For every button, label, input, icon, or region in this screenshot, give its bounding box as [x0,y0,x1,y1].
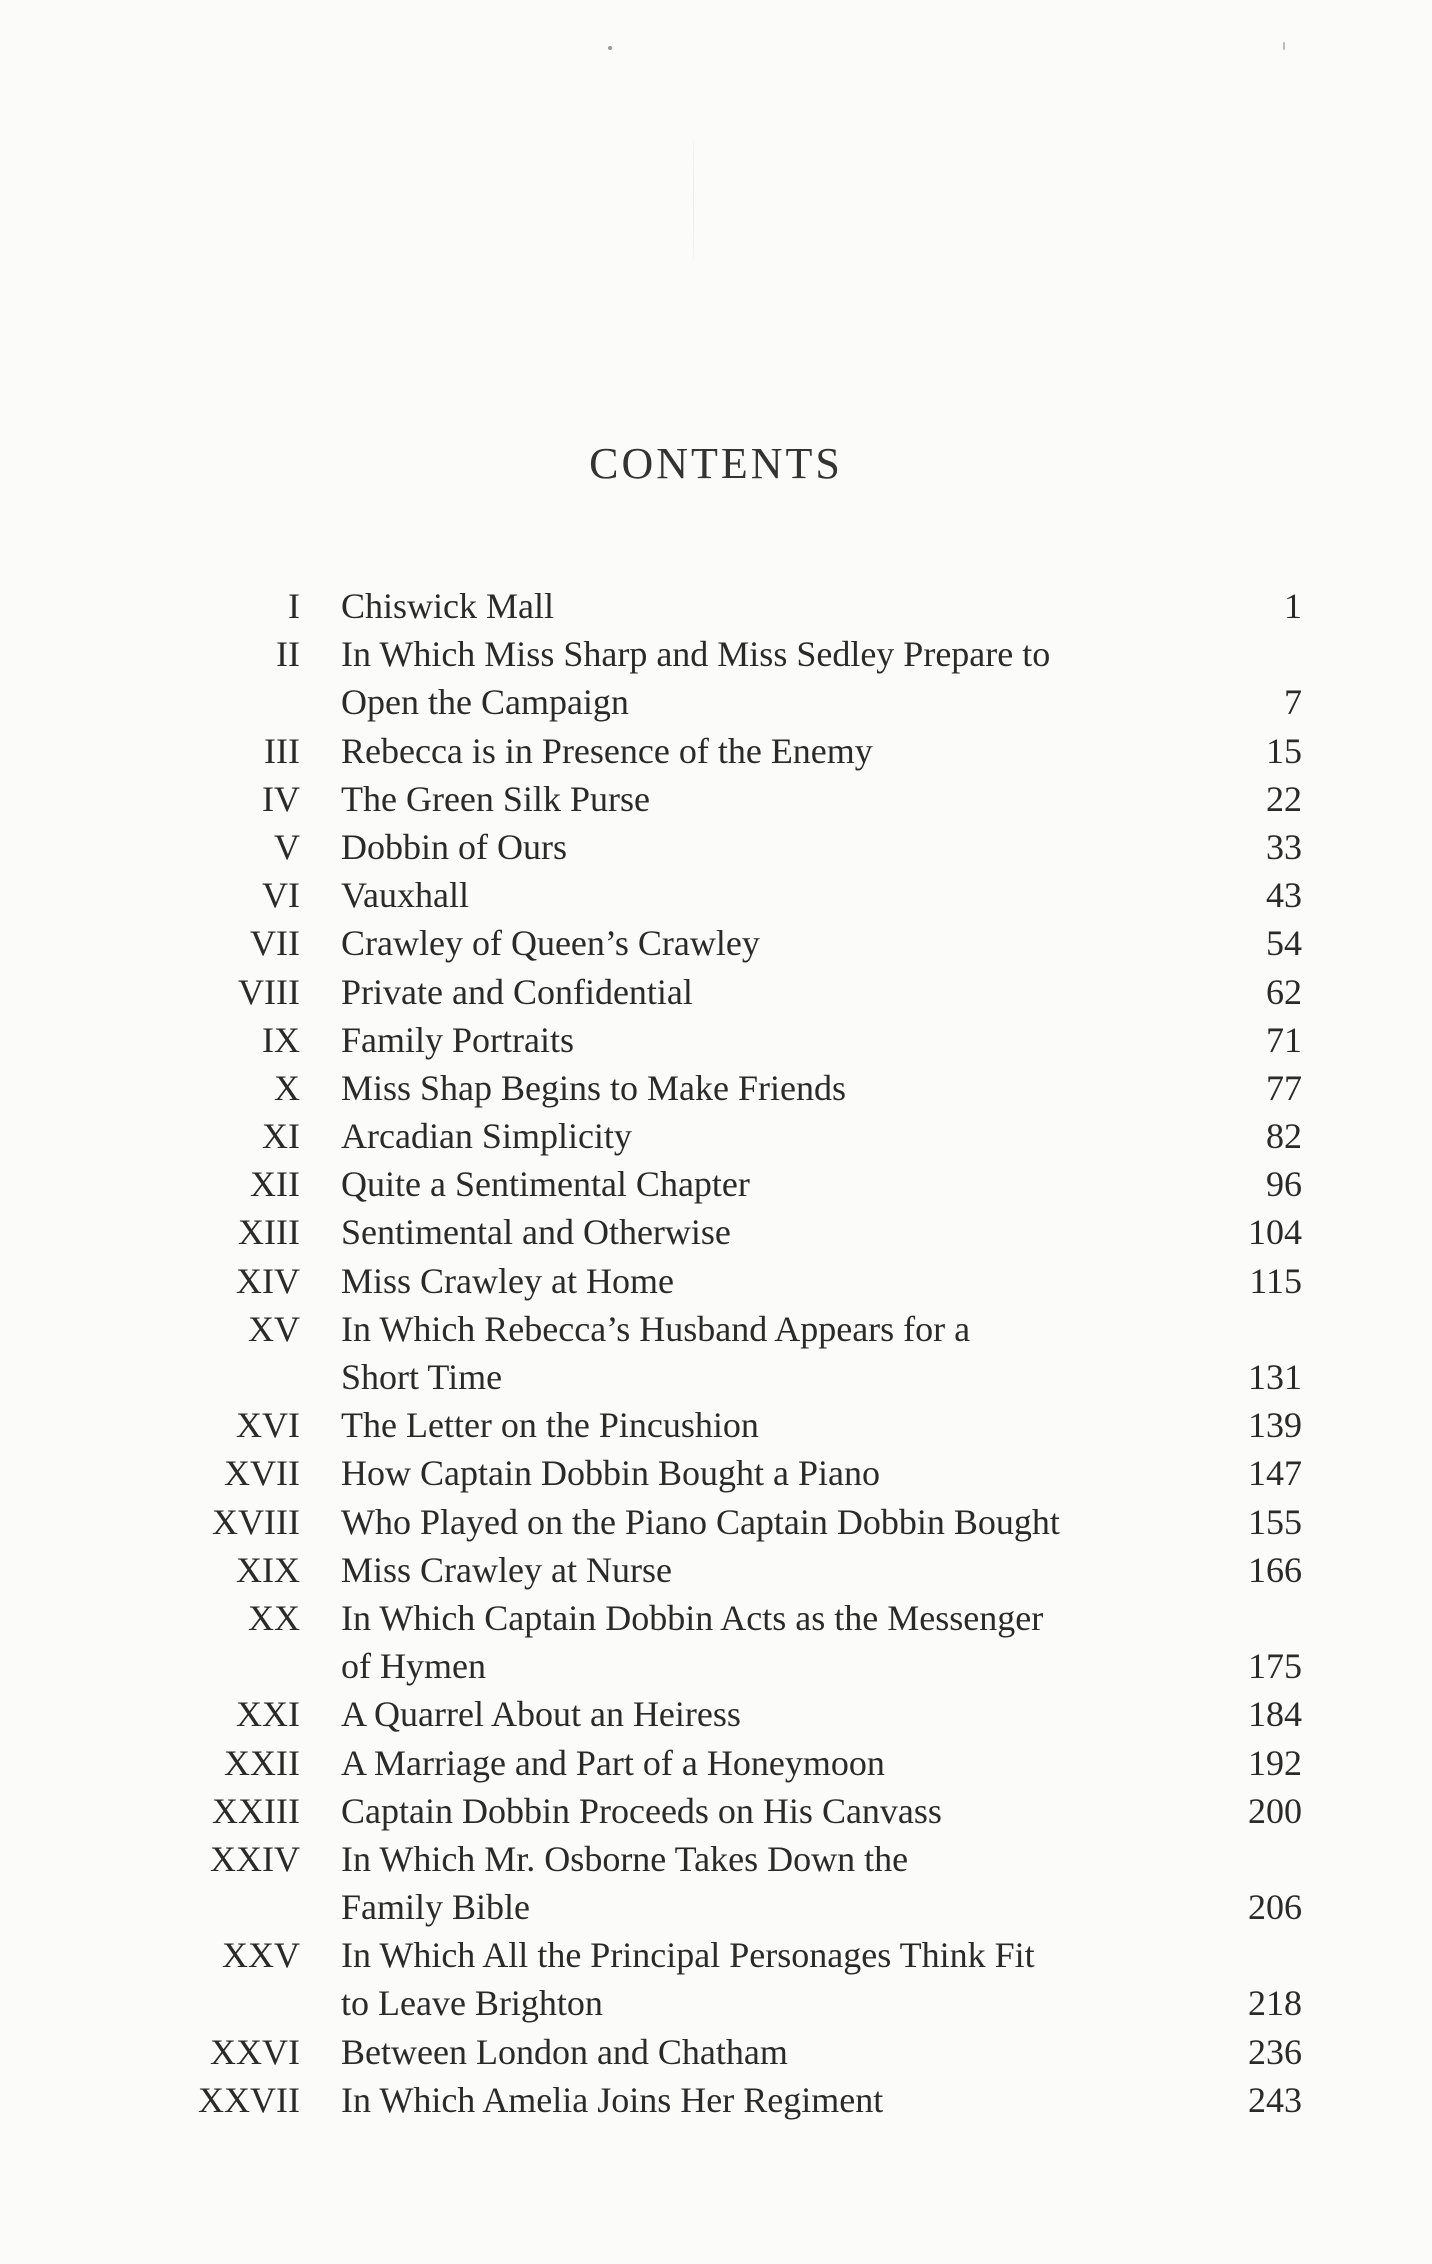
toc-entry [0,1160,1432,1208]
toc-entry [0,1449,1432,1497]
table-of-contents [0,582,1432,2124]
chapter-title: A Marriage and Part of a Honeymoon [341,1742,885,1783]
dust-speck [1283,42,1285,50]
chapter-title: Private and Confidential [341,971,693,1012]
chapter-title: Family Portraits [341,1019,574,1060]
chapter-title: Vauxhall [341,875,469,916]
page-number: 139 [1248,1405,1302,1446]
toc-entry-line [0,2028,1432,2076]
toc-entry [0,1498,1432,1546]
toc-entry [0,2076,1432,2124]
chapter-numeral: IV [262,778,300,819]
toc-entry-line [0,1883,1432,1931]
chapter-title: Between London and Chatham [341,2031,788,2072]
chapter-numeral: I [288,586,300,626]
toc-entry [0,1787,1432,1835]
chapter-numeral: IX [262,1019,300,1060]
chapter-title: In Which All the Principal Personages Think Fit [341,1935,1035,1976]
toc-entry [0,1208,1432,1256]
toc-entry [0,727,1432,775]
toc-entry-line [0,1546,1432,1594]
toc-entry [0,1401,1432,1449]
chapter-numeral: XVI [236,1405,300,1446]
page-number: 218 [1248,1983,1302,2024]
page-crease [693,140,694,260]
page-number: 15 [1266,730,1302,771]
page-number: 33 [1266,826,1302,867]
chapter-numeral: XXI [236,1694,300,1735]
chapter-title: Arcadian Simplicity [341,1116,632,1157]
page-number: 131 [1248,1357,1302,1397]
toc-entry [0,1016,1432,1064]
toc-entry-line [0,775,1432,823]
chapter-numeral: XVII [224,1453,300,1494]
chapter-numeral: X [274,1067,300,1108]
chapter-title: In Which Captain Dobbin Acts as the Messenger [341,1597,1044,1638]
page-number: 54 [1266,923,1302,964]
toc-entry-line [0,1305,1432,1353]
toc-entry-line [0,919,1432,967]
chapter-title: Family Bible [341,1887,530,1928]
chapter-numeral: XXIV [210,1838,300,1879]
chapter-title: In Which Miss Sharp and Miss Sedley Prepare to [341,634,1051,675]
page-number: 104 [1248,1212,1302,1253]
toc-entry [0,1112,1432,1160]
chapter-numeral: V [274,826,300,867]
toc-entry [0,919,1432,967]
chapter-title: Miss Crawley at Nurse [341,1549,672,1590]
toc-entry-line [0,1257,1432,1305]
toc-entry-line [0,1979,1432,2027]
chapter-numeral: XII [250,1164,300,1205]
toc-entry [0,1690,1432,1738]
page-number: 192 [1248,1742,1302,1783]
page-number: 7 [1284,682,1302,723]
toc-entry [0,2028,1432,2076]
toc-entry-line [0,1208,1432,1256]
chapter-title: Dobbin of Ours [341,826,567,867]
chapter-numeral: VIII [238,971,300,1012]
toc-entry [0,775,1432,823]
chapter-title: Miss Shap Begins to Make Friends [341,1067,847,1108]
chapter-title: In Which Rebecca’s Husband Appears for a [341,1308,971,1349]
chapter-numeral: XVIII [212,1501,300,1542]
toc-entry [0,1594,1432,1690]
toc-entry-line [0,1787,1432,1835]
page-number: 236 [1248,2031,1302,2072]
page-number: 147 [1248,1453,1302,1494]
toc-entry-line [0,1112,1432,1160]
toc-entry-line [0,1594,1432,1642]
page-number: 62 [1266,971,1302,1012]
toc-entry-line [0,1016,1432,1064]
toc-entry [0,823,1432,871]
chapter-numeral: XXVI [210,2031,300,2072]
page-number: 175 [1248,1646,1302,1687]
toc-entry-line [0,1064,1432,1112]
chapter-title: In Which Amelia Joins Her Regiment [341,2079,884,2120]
page-number: 166 [1248,1549,1302,1590]
toc-entry [0,1931,1432,2027]
chapter-numeral: XXIII [212,1790,300,1831]
chapter-numeral: XXII [224,1742,300,1783]
page-number: 206 [1248,1887,1302,1928]
toc-entry [0,630,1432,726]
toc-entry [0,1835,1432,1931]
chapter-numeral: XV [248,1308,300,1349]
page-number: 200 [1248,1790,1302,1831]
chapter-numeral: XI [262,1116,300,1157]
toc-entry [0,1064,1432,1112]
chapter-title: Quite a Sentimental Chapter [341,1164,750,1205]
toc-entry-line [0,2076,1432,2124]
page-number: 96 [1266,1164,1302,1205]
chapter-numeral: XX [248,1597,300,1638]
toc-entry [0,1305,1432,1401]
chapter-title: Open the Campaign [341,682,629,723]
toc-entry-line [0,1449,1432,1497]
toc-entry-line [0,871,1432,919]
page-number: 184 [1248,1694,1302,1735]
toc-entry-line [0,727,1432,775]
chapter-numeral: VII [250,923,300,964]
toc-entry-line [0,1739,1432,1787]
chapter-title: Who Played on the Piano Captain Dobbin Bought [341,1501,1060,1542]
chapter-numeral: II [276,634,300,675]
page-number: 1 [1284,586,1302,626]
page-number: 82 [1266,1116,1302,1157]
toc-entry-line [0,1160,1432,1208]
chapter-numeral: VI [262,875,300,916]
chapter-numeral: XIV [236,1260,300,1301]
chapter-numeral: XXV [222,1935,300,1976]
chapter-title: Captain Dobbin Proceeds on His Canvass [341,1790,942,1831]
toc-entry-line [0,1931,1432,1979]
toc-entry [0,871,1432,919]
chapter-numeral: XIII [238,1212,300,1253]
chapter-title: Chiswick Mall [341,586,554,626]
chapter-title: of Hymen [341,1646,486,1687]
toc-entry-line [0,1690,1432,1738]
toc-entry-line [0,582,1432,630]
toc-entry-line [0,678,1432,726]
toc-entry-line [0,1835,1432,1883]
chapter-numeral: XIX [236,1549,300,1590]
chapter-title: Crawley of Queen’s Crawley [341,923,760,964]
page-number: 155 [1248,1501,1302,1542]
chapter-title: Miss Crawley at Home [341,1260,674,1301]
page-number: 115 [1249,1260,1302,1301]
toc-entry-line [0,630,1432,678]
chapter-title: Short Time [341,1357,503,1397]
page-number: 22 [1266,778,1302,819]
page-number: 43 [1266,875,1302,916]
toc-entry-line [0,1353,1432,1401]
toc-entry [0,1546,1432,1594]
chapter-title: In Which Mr. Osborne Takes Down the [341,1838,909,1879]
chapter-title: Sentimental and Otherwise [341,1212,731,1253]
page-number: 243 [1248,2079,1302,2120]
toc-entry [0,1257,1432,1305]
page-number: 77 [1266,1067,1302,1108]
chapter-title: to Leave Brighton [341,1983,603,2024]
toc-entry-line [0,1498,1432,1546]
toc-entry-line [0,968,1432,1016]
chapter-numeral: III [264,730,300,771]
page-number: 71 [1266,1019,1302,1060]
chapter-title: The Green Silk Purse [341,778,650,819]
chapter-title: The Letter on the Pincushion [341,1405,759,1446]
chapter-title: How Captain Dobbin Bought a Piano [341,1453,880,1494]
chapter-numeral: XXVII [198,2079,300,2120]
toc-entry-line [0,823,1432,871]
contents-heading: CONTENTS [589,439,843,488]
toc-entry-line [0,1642,1432,1690]
chapter-title: A Quarrel About an Heiress [341,1694,741,1735]
toc-entry [0,582,1432,630]
toc-entry [0,968,1432,1016]
toc-entry [0,1739,1432,1787]
toc-entry-line [0,1401,1432,1449]
dust-speck [608,46,612,50]
chapter-title: Rebecca is in Presence of the Enemy [341,730,873,771]
